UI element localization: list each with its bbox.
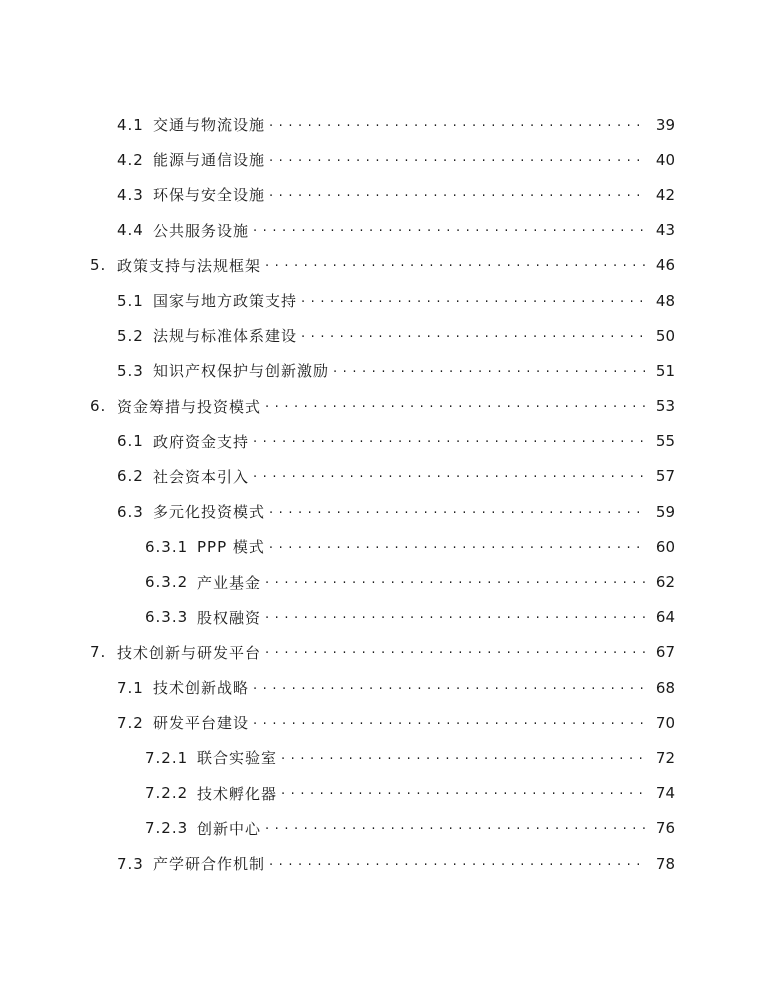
toc-entry-number: 4.2 bbox=[117, 150, 144, 169]
toc-entry-page: 68 bbox=[655, 678, 675, 697]
toc-entry-number: 7.2.1 bbox=[145, 748, 189, 767]
toc-entry-title: 交通与物流设施 bbox=[153, 116, 266, 135]
toc-entry-number: 7.2.3 bbox=[145, 819, 189, 838]
toc-entry[interactable] bbox=[0, 670, 765, 705]
toc-entry-page: 59 bbox=[655, 502, 675, 521]
toc-entry[interactable] bbox=[0, 811, 765, 846]
toc-entry-number: 4.1 bbox=[117, 115, 144, 134]
toc-dot-leader bbox=[269, 855, 647, 873]
toc-entry-page: 64 bbox=[655, 608, 675, 627]
toc-entry[interactable] bbox=[0, 318, 765, 353]
toc-entry-page: 57 bbox=[655, 467, 675, 486]
toc-entry-number: 5.3 bbox=[117, 361, 144, 380]
toc-dot-leader bbox=[253, 432, 647, 450]
toc-entry[interactable] bbox=[0, 283, 765, 318]
toc-entry-number: 6.2 bbox=[117, 467, 144, 486]
toc-entry[interactable] bbox=[0, 494, 765, 529]
toc-entry-page: 50 bbox=[655, 326, 675, 345]
toc-dot-leader bbox=[265, 608, 647, 626]
toc-entry-page: 53 bbox=[655, 397, 675, 416]
toc-entry-number: 6.3.3 bbox=[145, 608, 189, 627]
toc-entry-number: 6. bbox=[90, 397, 107, 416]
toc-entry[interactable] bbox=[0, 740, 765, 775]
toc-entry-page: 40 bbox=[655, 150, 675, 169]
toc-entry-number: 5.2 bbox=[117, 326, 144, 345]
toc-dot-leader bbox=[269, 151, 647, 169]
toc-entry-title: 创新中心 bbox=[197, 819, 262, 838]
toc-entry-title: 研发平台建设 bbox=[153, 714, 250, 733]
toc-entry-number: 4.3 bbox=[117, 185, 144, 204]
toc-entry-page: 74 bbox=[655, 784, 675, 803]
toc-entry-title: 联合实验室 bbox=[197, 749, 278, 768]
toc-entry[interactable] bbox=[0, 213, 765, 248]
toc-dot-leader bbox=[269, 186, 647, 204]
toc-entry-page: 62 bbox=[655, 573, 675, 592]
toc-dot-leader bbox=[253, 467, 647, 485]
toc-entry[interactable] bbox=[0, 459, 765, 494]
toc-entry-title: 产学研合作机制 bbox=[153, 855, 266, 874]
toc-entry[interactable] bbox=[0, 600, 765, 635]
toc-entry-page: 48 bbox=[655, 291, 675, 310]
toc-dot-leader bbox=[333, 362, 647, 380]
toc-entry-number: 5. bbox=[90, 256, 107, 275]
toc-entry[interactable] bbox=[0, 142, 765, 177]
toc-entry[interactable] bbox=[0, 177, 765, 212]
toc-dot-leader bbox=[253, 714, 647, 732]
toc-entry-page: 70 bbox=[655, 713, 675, 732]
toc-entry-number: 6.1 bbox=[117, 432, 144, 451]
table-of-contents bbox=[0, 107, 765, 881]
toc-entry-page: 67 bbox=[655, 643, 675, 662]
toc-entry-title: PPP 模式 bbox=[197, 538, 265, 557]
toc-entry-title: 公共服务设施 bbox=[153, 221, 250, 240]
toc-dot-leader bbox=[265, 643, 647, 661]
toc-entry-number: 5.1 bbox=[117, 291, 144, 310]
toc-entry-title: 技术孵化器 bbox=[197, 784, 278, 803]
toc-entry-title: 国家与地方政策支持 bbox=[153, 292, 298, 311]
toc-dot-leader bbox=[265, 256, 647, 274]
toc-entry-number: 7.2 bbox=[117, 713, 144, 732]
toc-entry-number: 7. bbox=[90, 643, 107, 662]
toc-entry-title: 股权融资 bbox=[197, 608, 262, 627]
toc-entry-page: 39 bbox=[655, 115, 675, 134]
toc-entry-title: 技术创新与研发平台 bbox=[117, 643, 262, 662]
toc-entry-number: 6.3.1 bbox=[145, 537, 189, 556]
toc-entry-page: 43 bbox=[655, 221, 675, 240]
toc-entry-title: 法规与标准体系建设 bbox=[153, 327, 298, 346]
toc-entry[interactable] bbox=[0, 248, 765, 283]
toc-entry-page: 60 bbox=[655, 537, 675, 556]
toc-dot-leader bbox=[281, 749, 647, 767]
toc-dot-leader bbox=[269, 116, 647, 134]
toc-entry[interactable] bbox=[0, 776, 765, 811]
toc-entry[interactable] bbox=[0, 529, 765, 564]
toc-dot-leader bbox=[253, 679, 647, 697]
toc-entry-number: 6.3 bbox=[117, 502, 144, 521]
toc-entry[interactable] bbox=[0, 564, 765, 599]
toc-entry-page: 76 bbox=[655, 819, 675, 838]
toc-entry-number: 7.2.2 bbox=[145, 784, 189, 803]
toc-entry-title: 多元化投资模式 bbox=[153, 503, 266, 522]
toc-entry-page: 46 bbox=[655, 256, 675, 275]
toc-entry-page: 55 bbox=[655, 432, 675, 451]
toc-entry[interactable] bbox=[0, 389, 765, 424]
toc-entry-number: 7.3 bbox=[117, 854, 144, 873]
toc-entry-title: 知识产权保护与创新激励 bbox=[153, 362, 330, 381]
toc-entry-title: 技术创新战略 bbox=[153, 679, 250, 698]
toc-entry-title: 政策支持与法规框架 bbox=[117, 256, 262, 275]
toc-entry-title: 环保与安全设施 bbox=[153, 186, 266, 205]
toc-entry[interactable] bbox=[0, 846, 765, 881]
toc-entry-title: 社会资本引入 bbox=[153, 467, 250, 486]
toc-entry-title: 产业基金 bbox=[197, 573, 262, 592]
toc-entry-number: 4.4 bbox=[117, 221, 144, 240]
toc-entry-page: 78 bbox=[655, 854, 675, 873]
toc-dot-leader bbox=[265, 819, 647, 837]
toc-dot-leader bbox=[265, 397, 647, 415]
toc-entry[interactable] bbox=[0, 705, 765, 740]
toc-entry-page: 72 bbox=[655, 748, 675, 767]
toc-entry-number: 7.1 bbox=[117, 678, 144, 697]
toc-entry[interactable] bbox=[0, 107, 765, 142]
toc-entry-number: 6.3.2 bbox=[145, 573, 189, 592]
toc-entry-title: 资金筹措与投资模式 bbox=[117, 397, 262, 416]
toc-entry[interactable] bbox=[0, 424, 765, 459]
toc-entry[interactable] bbox=[0, 353, 765, 388]
toc-dot-leader bbox=[253, 221, 647, 239]
toc-dot-leader bbox=[265, 573, 647, 591]
toc-dot-leader bbox=[269, 503, 647, 521]
toc-dot-leader bbox=[281, 784, 647, 802]
toc-entry-title: 能源与通信设施 bbox=[153, 151, 266, 170]
toc-entry-page: 51 bbox=[655, 361, 675, 380]
toc-entry-title: 政府资金支持 bbox=[153, 432, 250, 451]
toc-entry[interactable] bbox=[0, 635, 765, 670]
toc-dot-leader bbox=[269, 538, 647, 556]
toc-entry-page: 42 bbox=[655, 185, 675, 204]
toc-dot-leader bbox=[301, 327, 647, 345]
toc-dot-leader bbox=[301, 292, 647, 310]
